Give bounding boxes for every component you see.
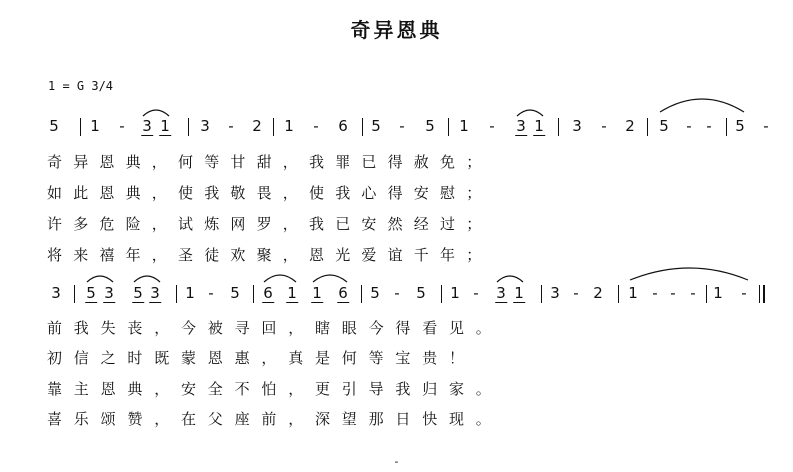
note: 2 bbox=[625, 117, 635, 135]
note: - bbox=[399, 117, 405, 135]
note: 6 bbox=[338, 117, 348, 135]
note: - bbox=[670, 284, 676, 302]
note: - bbox=[313, 117, 319, 135]
slur bbox=[143, 110, 169, 116]
slur bbox=[517, 110, 543, 116]
slur bbox=[134, 276, 160, 282]
note: 5 bbox=[735, 117, 745, 135]
slur bbox=[313, 275, 347, 282]
note: 3 bbox=[51, 284, 61, 302]
note: 6 bbox=[338, 284, 348, 302]
note: - bbox=[228, 117, 234, 135]
slur bbox=[264, 275, 296, 282]
note: 5 bbox=[416, 284, 426, 302]
note: 2 bbox=[252, 117, 262, 135]
note: - bbox=[208, 284, 214, 302]
note: 3 bbox=[516, 117, 526, 135]
note: - bbox=[119, 117, 125, 135]
note: - bbox=[706, 117, 712, 135]
note: 3 bbox=[104, 284, 114, 302]
slur bbox=[497, 276, 523, 282]
note: 5 bbox=[86, 284, 96, 302]
note: 3 bbox=[200, 117, 210, 135]
note: 1 bbox=[450, 284, 460, 302]
note: - bbox=[601, 117, 607, 135]
note: 1 bbox=[160, 117, 170, 135]
note: 1 bbox=[713, 284, 723, 302]
note: 1 bbox=[534, 117, 544, 135]
note: 5 bbox=[133, 284, 143, 302]
note: - bbox=[686, 117, 692, 135]
note: - bbox=[741, 284, 747, 302]
note: - bbox=[652, 284, 658, 302]
note: 1 bbox=[628, 284, 638, 302]
note: - bbox=[573, 284, 579, 302]
slur bbox=[660, 99, 744, 112]
lyric-line-7: 靠主恩典，安全不怕，更引导我归家。 bbox=[47, 380, 503, 398]
note: 1 bbox=[287, 284, 297, 302]
note: 5 bbox=[371, 117, 381, 135]
note: 1 bbox=[459, 117, 469, 135]
note: 5 bbox=[659, 117, 669, 135]
note: 1 bbox=[185, 284, 195, 302]
note: - bbox=[473, 284, 479, 302]
note: - bbox=[690, 284, 696, 302]
lyric-line-1: 奇异恩典，何等甘甜，我罪已得赦免； bbox=[47, 153, 493, 171]
note: - bbox=[489, 117, 495, 135]
lyric-line-8: 喜乐颂赞，在父座前，深望那日快现。 bbox=[47, 410, 503, 428]
note: 5 bbox=[370, 284, 380, 302]
note: 1 bbox=[514, 284, 524, 302]
note: 1 bbox=[312, 284, 322, 302]
key-signature: 1 = G 3/4 bbox=[48, 79, 114, 93]
lyric-line-3: 许多危险，试炼网罗，我已安然经过； bbox=[47, 215, 493, 233]
note: 5 bbox=[49, 117, 59, 135]
note: 3 bbox=[142, 117, 152, 135]
lyric-line-2: 如此恩典，使我敬畏，使我心得安慰； bbox=[47, 184, 493, 202]
lyric-line-6: 初信之时既蒙恩惠，真是何等宝贵！ bbox=[47, 349, 476, 367]
lyric-line-5: 前我失丧，今被寻回，瞎眼今得看见。 bbox=[47, 319, 503, 337]
song-title: 奇异恩典 bbox=[350, 18, 443, 42]
slur bbox=[87, 276, 113, 282]
note: 6 bbox=[263, 284, 273, 302]
note: 2 bbox=[593, 284, 603, 302]
note: - bbox=[763, 117, 769, 135]
note: 3 bbox=[150, 284, 160, 302]
note: 5 bbox=[230, 284, 240, 302]
note: 1 bbox=[284, 117, 294, 135]
note: 3 bbox=[572, 117, 582, 135]
note: - bbox=[394, 284, 400, 302]
note: 3 bbox=[550, 284, 560, 302]
slur bbox=[630, 268, 748, 280]
lyric-line-4: 将来禧年，圣徒欢聚，恩光爱谊千年； bbox=[47, 246, 493, 264]
note: 5 bbox=[425, 117, 435, 135]
note: 3 bbox=[496, 284, 506, 302]
note: 1 bbox=[90, 117, 100, 135]
footer-mark: - bbox=[394, 455, 399, 468]
